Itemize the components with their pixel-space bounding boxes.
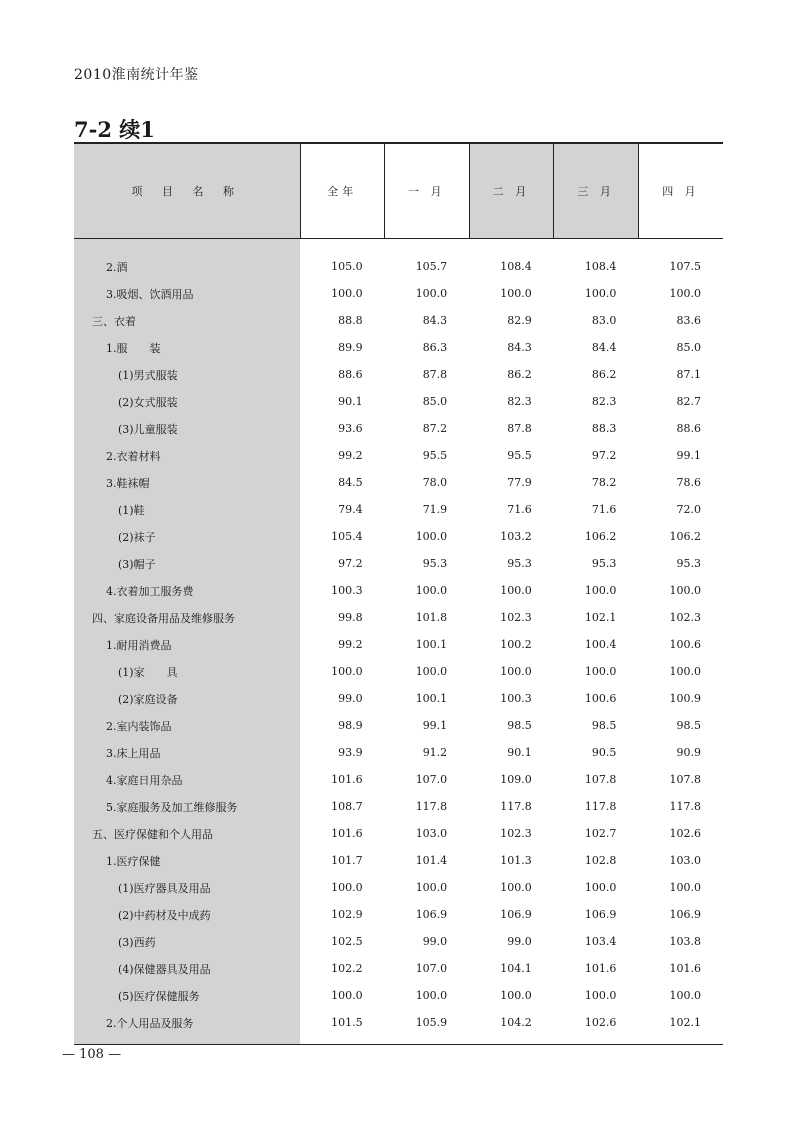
row-value: 78.6 — [676, 476, 701, 489]
row-value: 100.6 — [584, 692, 617, 705]
row-value: 103.8 — [669, 935, 701, 948]
table-row — [74, 955, 723, 982]
row-value: 88.3 — [591, 422, 617, 435]
row-value: 100.9 — [669, 692, 701, 705]
row-value: 103.0 — [669, 854, 701, 867]
row-value: 109.0 — [500, 773, 532, 786]
row-value: 84.3 — [422, 314, 448, 327]
table-row — [74, 1009, 723, 1045]
row-value: 102.6 — [669, 827, 701, 840]
row-value: 117.8 — [669, 800, 701, 813]
table-row — [74, 766, 723, 793]
row-value: 85.0 — [676, 341, 701, 354]
row-value: 97.2 — [591, 449, 617, 462]
row-label: 三、衣着 — [74, 307, 300, 334]
row-value: 100.6 — [669, 638, 701, 651]
row-value: 99.0 — [507, 935, 532, 948]
row-value: 105.7 — [415, 260, 448, 273]
row-label: 2.室内装饰品 — [74, 712, 300, 739]
row-label: 四、家庭设备用品及维修服务 — [74, 604, 300, 631]
table-body — [74, 239, 723, 1045]
row-value: 100.0 — [500, 989, 532, 1002]
row-value: 101.3 — [500, 854, 532, 867]
row-value: 100.0 — [415, 584, 448, 597]
row-value: 90.1 — [338, 395, 363, 408]
table-row — [74, 442, 723, 469]
row-value: 100.0 — [669, 287, 701, 300]
row-value: 104.1 — [500, 962, 532, 975]
row-value: 98.9 — [338, 719, 363, 732]
row-value: 84.3 — [507, 341, 532, 354]
table-row — [74, 577, 723, 604]
row-value: 102.7 — [584, 827, 617, 840]
header-march: 三 月 — [554, 143, 639, 239]
row-value: 108.4 — [584, 260, 617, 273]
row-value: 100.0 — [584, 584, 617, 597]
table-row — [74, 712, 723, 739]
row-label: (2)家庭设备 — [74, 685, 300, 712]
row-label: 1.耐用消费品 — [74, 631, 300, 658]
table-row — [74, 820, 723, 847]
row-value: 85.0 — [422, 395, 448, 408]
row-value: 84.4 — [591, 341, 617, 354]
row-value: 100.0 — [331, 665, 363, 678]
row-value: 101.6 — [331, 827, 363, 840]
row-value: 100.3 — [331, 584, 363, 597]
row-value: 99.2 — [338, 638, 363, 651]
row-value: 102.3 — [500, 611, 532, 624]
row-value: 100.0 — [584, 287, 617, 300]
row-label: (4)保健器具及用品 — [74, 955, 300, 982]
row-value: 106.2 — [584, 530, 617, 543]
header-full-year: 全年 — [300, 143, 385, 239]
row-label: (2)袜子 — [74, 523, 300, 550]
row-value: 99.1 — [422, 719, 448, 732]
row-label: 2.个人用品及服务 — [74, 1009, 300, 1045]
row-value: 95.5 — [422, 449, 448, 462]
table-row — [74, 415, 723, 442]
table-row — [74, 874, 723, 901]
table-row — [74, 658, 723, 685]
table-row — [74, 982, 723, 1009]
row-value: 100.0 — [415, 989, 448, 1002]
row-value: 100.0 — [415, 881, 448, 894]
table-title: 7-2 续1 — [74, 117, 155, 142]
table-row — [74, 631, 723, 658]
row-value: 72.0 — [676, 503, 701, 516]
table-row — [74, 550, 723, 577]
row-value: 99.0 — [422, 935, 448, 948]
row-value: 100.0 — [584, 989, 617, 1002]
row-value: 87.8 — [422, 368, 448, 381]
row-value: 88.8 — [338, 314, 363, 327]
row-value: 106.9 — [500, 908, 532, 921]
row-value: 82.3 — [591, 395, 617, 408]
row-value: 79.4 — [338, 503, 363, 516]
row-value: 86.2 — [591, 368, 617, 381]
row-value: 86.3 — [422, 341, 448, 354]
row-value: 103.0 — [415, 827, 448, 840]
row-label: (2)女式服装 — [74, 388, 300, 415]
table-row — [74, 280, 723, 307]
table-row — [74, 496, 723, 523]
row-value: 95.3 — [507, 557, 532, 570]
row-value: 100.0 — [669, 881, 701, 894]
row-value: 95.3 — [676, 557, 701, 570]
row-label: (1)鞋 — [74, 496, 300, 523]
row-value: 101.6 — [669, 962, 701, 975]
row-value: 101.6 — [584, 962, 617, 975]
row-value: 100.0 — [500, 584, 532, 597]
row-label: (5)医疗保健服务 — [74, 982, 300, 1009]
row-value: 106.9 — [584, 908, 617, 921]
row-value: 82.7 — [676, 395, 701, 408]
row-value: 100.0 — [415, 287, 448, 300]
row-value: 103.4 — [584, 935, 617, 948]
row-label: 5.家庭服务及加工维修服务 — [74, 793, 300, 820]
table-row — [74, 388, 723, 415]
row-label: 3.床上用品 — [74, 739, 300, 766]
row-value: 87.2 — [422, 422, 448, 435]
row-value: 100.0 — [331, 881, 363, 894]
row-value: 102.3 — [669, 611, 701, 624]
row-value: 100.0 — [500, 665, 532, 678]
row-value: 104.2 — [469, 1009, 554, 1045]
row-value: 100.0 — [331, 287, 363, 300]
row-value: 100.1 — [415, 638, 448, 651]
row-value: 89.9 — [338, 341, 363, 354]
row-value: 71.9 — [422, 503, 448, 516]
row-value: 100.0 — [669, 584, 701, 597]
row-value: 84.5 — [338, 476, 363, 489]
row-value: 93.6 — [338, 422, 363, 435]
row-value: 87.8 — [507, 422, 532, 435]
row-value: 100.4 — [584, 638, 617, 651]
header-january: 一 月 — [385, 143, 470, 239]
header-april: 四 月 — [638, 143, 723, 239]
row-label: 4.衣着加工服务费 — [74, 577, 300, 604]
row-value: 98.5 — [507, 719, 532, 732]
table-row — [74, 901, 723, 928]
row-value: 103.2 — [500, 530, 532, 543]
table-row — [74, 361, 723, 388]
row-value: 98.5 — [591, 719, 617, 732]
row-label: (3)儿童服装 — [74, 415, 300, 442]
row-value: 83.6 — [676, 314, 701, 327]
row-label: 2.衣着材料 — [74, 442, 300, 469]
statistics-table-container — [74, 142, 723, 1045]
row-value: 105.0 — [331, 260, 363, 273]
row-value: 100.0 — [500, 881, 532, 894]
row-label: (3)帽子 — [74, 550, 300, 577]
header-february: 二 月 — [469, 143, 554, 239]
row-value: 88.6 — [338, 368, 363, 381]
row-label: (1)家 具 — [74, 658, 300, 685]
row-value: 83.0 — [591, 314, 617, 327]
row-value: 108.4 — [500, 260, 532, 273]
row-value: 100.1 — [415, 692, 448, 705]
row-value: 106.2 — [669, 530, 701, 543]
row-value: 107.8 — [669, 773, 701, 786]
row-value: 99.0 — [338, 692, 363, 705]
table-row — [74, 307, 723, 334]
row-value: 100.0 — [669, 665, 701, 678]
table-row — [74, 523, 723, 550]
row-value: 82.9 — [507, 314, 532, 327]
row-value: 99.8 — [338, 611, 363, 624]
row-label: 2.酒 — [74, 239, 300, 281]
row-value: 101.4 — [415, 854, 448, 867]
row-value: 102.1 — [584, 611, 617, 624]
row-label: 1.医疗保健 — [74, 847, 300, 874]
row-value: 93.9 — [338, 746, 363, 759]
row-value: 105.9 — [385, 1009, 470, 1045]
row-value: 86.2 — [507, 368, 532, 381]
row-value: 106.9 — [669, 908, 701, 921]
row-value: 99.1 — [676, 449, 701, 462]
row-value: 102.9 — [331, 908, 363, 921]
row-label: (2)中药材及中成药 — [74, 901, 300, 928]
table-header-row — [74, 143, 723, 239]
row-value: 88.6 — [676, 422, 701, 435]
row-label: (1)男式服装 — [74, 361, 300, 388]
row-value: 117.8 — [415, 800, 448, 813]
row-label: 4.家庭日用杂品 — [74, 766, 300, 793]
row-value: 101.8 — [415, 611, 448, 624]
header-item-name: 项 目 名 称 — [74, 143, 300, 239]
row-label: 3.鞋袜帽 — [74, 469, 300, 496]
row-value: 102.1 — [638, 1009, 723, 1045]
row-value: 105.4 — [331, 530, 363, 543]
table-row — [74, 334, 723, 361]
row-value: 101.6 — [331, 773, 363, 786]
row-value: 100.3 — [500, 692, 532, 705]
row-value: 100.0 — [331, 989, 363, 1002]
row-value: 91.2 — [422, 746, 448, 759]
price-index-table — [74, 142, 723, 1045]
row-label: (3)西药 — [74, 928, 300, 955]
row-value: 95.5 — [507, 449, 532, 462]
row-value: 102.5 — [331, 935, 363, 948]
row-value: 90.5 — [591, 746, 617, 759]
row-value: 71.6 — [507, 503, 532, 516]
row-value: 90.1 — [507, 746, 532, 759]
row-value: 101.5 — [300, 1009, 385, 1045]
row-value: 100.0 — [584, 881, 617, 894]
row-value: 97.2 — [338, 557, 363, 570]
table-row — [74, 604, 723, 631]
row-label: 1.服 装 — [74, 334, 300, 361]
row-value: 78.0 — [422, 476, 448, 489]
row-value: 100.2 — [500, 638, 532, 651]
table-row — [74, 739, 723, 766]
row-value: 95.3 — [591, 557, 617, 570]
row-value: 102.8 — [584, 854, 617, 867]
row-value: 107.0 — [415, 773, 448, 786]
row-value: 87.1 — [676, 368, 701, 381]
row-label: 五、医疗保健和个人用品 — [74, 820, 300, 847]
row-value: 101.7 — [331, 854, 363, 867]
table-row — [74, 928, 723, 955]
row-value: 102.2 — [331, 962, 363, 975]
page-number: — 108 — — [62, 1047, 122, 1062]
row-value: 117.8 — [584, 800, 617, 813]
row-value: 100.0 — [415, 665, 448, 678]
row-value: 82.3 — [507, 395, 532, 408]
row-value: 90.9 — [676, 746, 701, 759]
row-value: 117.8 — [500, 800, 532, 813]
row-value: 95.3 — [422, 557, 448, 570]
row-value: 100.0 — [500, 287, 532, 300]
table-row — [74, 239, 723, 281]
table-row — [74, 847, 723, 874]
row-value: 98.5 — [676, 719, 701, 732]
row-value: 100.0 — [584, 665, 617, 678]
running-head: 2010淮南统计年鉴 — [74, 67, 199, 83]
row-value: 71.6 — [591, 503, 617, 516]
row-value: 100.0 — [669, 989, 701, 1002]
row-value: 100.0 — [415, 530, 448, 543]
table-row — [74, 793, 723, 820]
row-value: 107.0 — [415, 962, 448, 975]
row-label: 3.吸烟、饮酒用品 — [74, 280, 300, 307]
row-value: 78.2 — [591, 476, 617, 489]
row-value: 106.9 — [415, 908, 448, 921]
row-value: 102.3 — [500, 827, 532, 840]
row-value: 107.8 — [584, 773, 617, 786]
table-row — [74, 469, 723, 496]
row-value: 107.5 — [669, 260, 701, 273]
row-value: 102.6 — [554, 1009, 639, 1045]
table-row — [74, 685, 723, 712]
row-value: 99.2 — [338, 449, 363, 462]
row-label: (1)医疗器具及用品 — [74, 874, 300, 901]
row-value: 108.7 — [331, 800, 363, 813]
row-value: 77.9 — [507, 476, 532, 489]
